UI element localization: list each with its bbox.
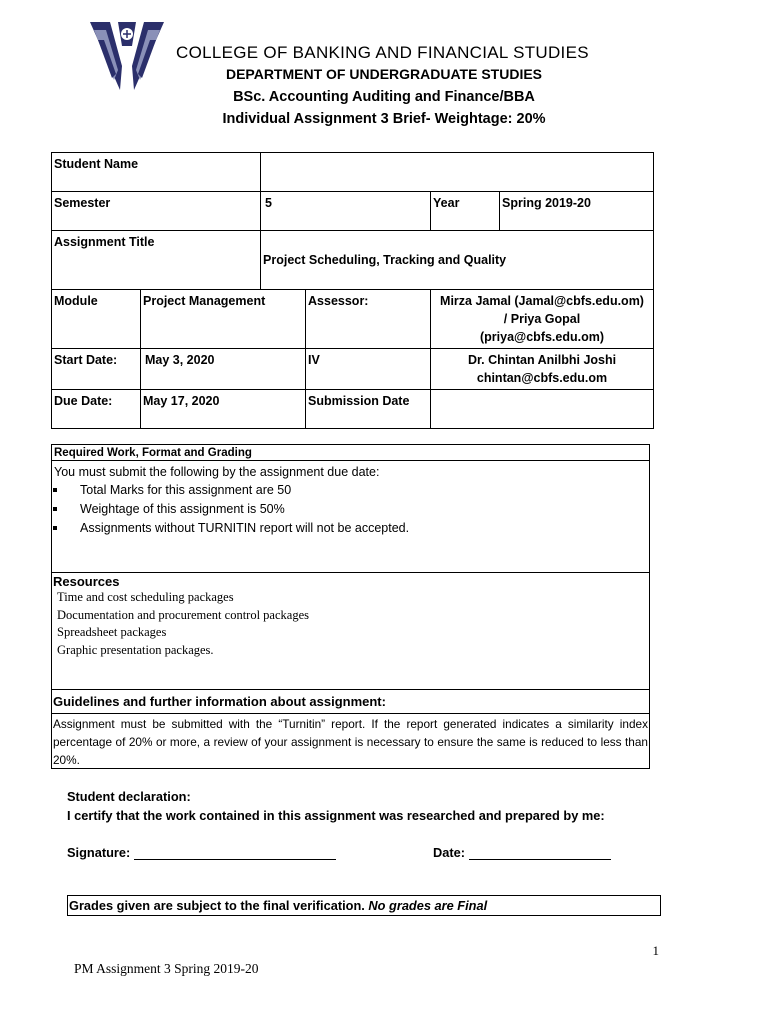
assessor-label: Assessor: [306,290,431,349]
module-label: Module [52,290,141,349]
resource-item: Spreadsheet packages [57,625,167,639]
page-number: 1 [652,943,659,958]
bullet-item [52,519,649,538]
signature-row [67,845,336,860]
year-value: Spring 2019-20 [500,192,654,231]
bullet-item [52,500,649,519]
due-date-label: Due Date: [52,390,141,429]
assignment-title-value: Project Scheduling, Tracking and Quality [261,231,654,290]
declaration-statement: I certify that the work contained in this assignment was researched and prepared by me: [67,808,605,823]
start-date-label: Start Date: [52,349,141,390]
assignment-heading: Individual Assignment 3 Brief- Weightage: 20% [222,111,546,127]
required-work-section [51,444,650,573]
student-name-field[interactable] [261,153,654,192]
guidelines-text: Assignment must be submitted with the “Turnitin” report. If the report generated indicates a similarity index percentage of 20% or more, a review of your assignment is necessary to ensure the same is reduced to less than 20%. [51,713,650,769]
date-row [433,845,611,860]
assignment-info-table [51,152,654,429]
submission-date-field[interactable] [431,390,654,429]
due-date-value: May 17, 2020 [141,390,306,429]
module-value: Project Management [141,290,306,349]
assignment-title-label: Assignment Title [52,231,261,290]
grades-italic: No grades are Final [368,898,488,913]
declaration-title: Student declaration: [67,789,191,804]
assessor-line-2: / Priya Gopal [503,312,581,326]
assessor-value [431,290,654,349]
signature-label: Signature: [67,845,131,860]
resources-section [51,572,650,690]
signature-line[interactable] [134,846,336,860]
program-name: BSc. Accounting Auditing and Finance/BBA [233,89,535,105]
bullet-item [52,481,649,500]
guidelines-title: Guidelines and further information about assignment: [51,689,650,714]
assessor-line-1: Mirza Jamal (Jamal@cbfs.edu.om) [440,294,644,308]
date-label: Date: [433,845,465,860]
bullet-text: Total Marks for this assignment are 50 [80,483,292,497]
college-name: COLLEGE OF BANKING AND FINANCIAL STUDIES [176,43,589,62]
department-name: DEPARTMENT OF UNDERGRADUATE STUDIES [225,66,543,82]
bullet-text: Weightage of this assignment is 50% [80,502,285,516]
start-date-value: May 3, 2020 [141,349,306,390]
bullet-square-icon [53,526,57,530]
resource-item: Time and cost scheduling packages [57,590,234,604]
required-work-intro: You must submit the following by the assignment due date: [54,465,380,479]
page-footer: PM Assignment 3 Spring 2019-20 [74,961,259,976]
iv-line-1: Dr. Chintan Anilbhi Joshi [467,353,617,367]
bullet-text: Assignments without TURNITIN report will not be accepted. [80,521,410,535]
resource-item: Graphic presentation packages. [57,642,214,657]
iv-label: IV [306,349,431,390]
semester-value: 5 [261,192,431,231]
submission-date-label: Submission Date [306,390,431,429]
iv-value [431,349,654,390]
required-work-header: Required Work, Format and Grading [52,445,649,461]
student-name-label: Student Name [52,153,261,192]
iv-line-2: chintan@cbfs.edu.om [476,371,608,385]
bullet-square-icon [53,488,57,492]
date-line[interactable] [469,846,611,860]
year-label: Year [431,192,500,231]
resources-title: Resources [53,574,120,589]
assessor-line-3: (priya@cbfs.edu.om) [480,330,605,344]
grades-text: Grades given are subject to the final verification. [69,898,365,913]
semester-label: Semester [52,192,261,231]
grades-notice [67,895,661,916]
resource-item: Documentation and procurement control packages [57,607,309,622]
bullet-square-icon [53,507,57,511]
